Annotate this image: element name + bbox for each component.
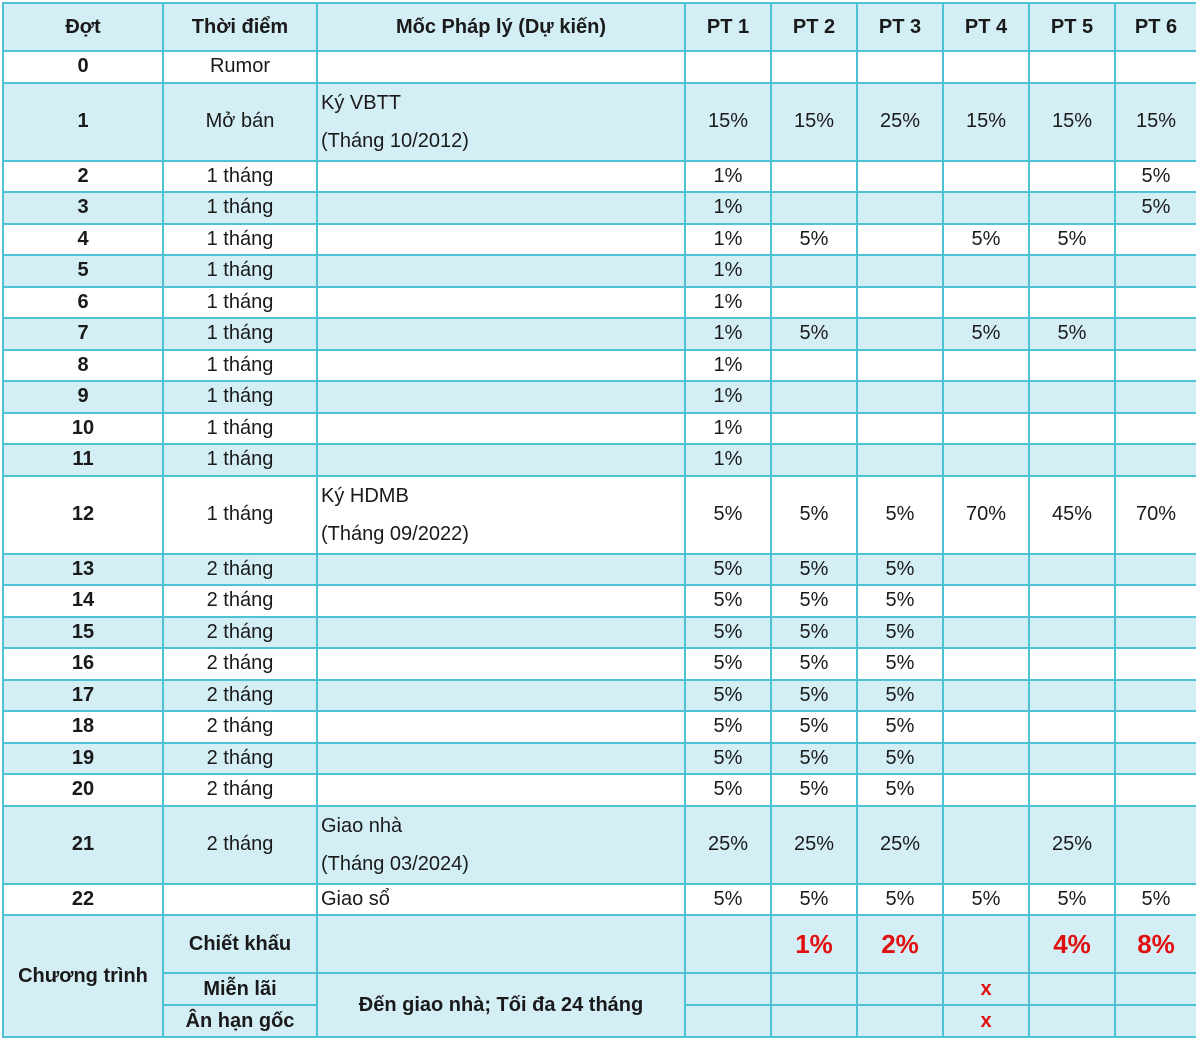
header-pt5: PT 5 bbox=[1029, 3, 1115, 51]
pt1-cell: 1% bbox=[685, 381, 771, 413]
pt1-cell: 5% bbox=[685, 476, 771, 554]
pt3-cell: 5% bbox=[857, 648, 943, 680]
pt3-cell: 5% bbox=[857, 680, 943, 712]
table-row bbox=[3, 381, 1196, 413]
pt3-cell bbox=[857, 51, 943, 83]
pt4-cell bbox=[943, 680, 1029, 712]
discount-pt3: 2% bbox=[857, 915, 943, 973]
table-row bbox=[3, 806, 1196, 884]
dot-cell: 20 bbox=[3, 774, 163, 806]
pt4-cell bbox=[943, 51, 1029, 83]
pt5-cell: 5% bbox=[1029, 224, 1115, 256]
time-cell: 1 tháng bbox=[163, 413, 317, 445]
pt2-cell bbox=[771, 413, 857, 445]
header-time: Thời điểm bbox=[163, 3, 317, 51]
legal-milestone-cell bbox=[317, 743, 685, 775]
pt5-cell: 25% bbox=[1029, 806, 1115, 884]
interest-free-pt4: x bbox=[943, 973, 1029, 1005]
dot-cell: 18 bbox=[3, 711, 163, 743]
legal-milestone-cell bbox=[317, 192, 685, 224]
dot-cell: 2 bbox=[3, 161, 163, 193]
legal-milestone-cell bbox=[317, 51, 685, 83]
pt2-cell: 5% bbox=[771, 774, 857, 806]
pt4-cell bbox=[943, 711, 1029, 743]
legal-milestone-cell bbox=[317, 711, 685, 743]
time-cell: 2 tháng bbox=[163, 806, 317, 884]
dot-cell: 8 bbox=[3, 350, 163, 382]
grace-pt4: x bbox=[943, 1005, 1029, 1037]
time-cell: Rumor bbox=[163, 51, 317, 83]
table-row bbox=[3, 51, 1196, 83]
dot-cell: 7 bbox=[3, 318, 163, 350]
pt3-cell: 25% bbox=[857, 806, 943, 884]
discount-pt2: 1% bbox=[771, 915, 857, 973]
pt4-cell bbox=[943, 806, 1029, 884]
pt2-cell bbox=[771, 350, 857, 382]
milestone-title: Giao nhà bbox=[321, 814, 403, 837]
table-row bbox=[3, 476, 1196, 554]
pt4-cell bbox=[943, 287, 1029, 319]
pt3-cell: 5% bbox=[857, 711, 943, 743]
pt2-cell bbox=[771, 161, 857, 193]
legal-milestone-cell bbox=[317, 774, 685, 806]
pt3-cell: 5% bbox=[857, 476, 943, 554]
pt2-cell: 25% bbox=[771, 806, 857, 884]
pt3-cell bbox=[857, 192, 943, 224]
legal-milestone-cell bbox=[317, 161, 685, 193]
time-cell bbox=[163, 884, 317, 916]
pt3-cell: 5% bbox=[857, 743, 943, 775]
legal-milestone-cell bbox=[317, 444, 685, 476]
pt1-cell: 5% bbox=[685, 743, 771, 775]
pt1-cell: 25% bbox=[685, 806, 771, 884]
dot-cell: 11 bbox=[3, 444, 163, 476]
pt1-cell: 5% bbox=[685, 884, 771, 916]
pt6-cell: 5% bbox=[1115, 161, 1196, 193]
grace-pt6 bbox=[1115, 1005, 1196, 1037]
dot-cell: 0 bbox=[3, 51, 163, 83]
pt2-cell: 15% bbox=[771, 83, 857, 161]
time-cell: 1 tháng bbox=[163, 287, 317, 319]
dot-cell: 1 bbox=[3, 83, 163, 161]
discount-pt5: 4% bbox=[1029, 915, 1115, 973]
header-pt4: PT 4 bbox=[943, 3, 1029, 51]
pt5-cell bbox=[1029, 617, 1115, 649]
grace-pt1 bbox=[685, 1005, 771, 1037]
time-cell: 1 tháng bbox=[163, 224, 317, 256]
pt2-cell: 5% bbox=[771, 617, 857, 649]
pt4-cell bbox=[943, 648, 1029, 680]
pt3-cell: 5% bbox=[857, 774, 943, 806]
time-cell: 1 tháng bbox=[163, 318, 317, 350]
table-row bbox=[3, 585, 1196, 617]
pt4-cell: 5% bbox=[943, 224, 1029, 256]
pt2-cell: 5% bbox=[771, 680, 857, 712]
time-cell: 2 tháng bbox=[163, 743, 317, 775]
pt6-cell bbox=[1115, 318, 1196, 350]
pt5-cell bbox=[1029, 350, 1115, 382]
table-row bbox=[3, 774, 1196, 806]
pt6-cell bbox=[1115, 350, 1196, 382]
pt1-cell: 5% bbox=[685, 554, 771, 586]
pt6-cell bbox=[1115, 774, 1196, 806]
pt3-cell bbox=[857, 255, 943, 287]
pt3-cell: 5% bbox=[857, 617, 943, 649]
time-cell: 1 tháng bbox=[163, 444, 317, 476]
table-row bbox=[3, 161, 1196, 193]
table-row bbox=[3, 224, 1196, 256]
legal-milestone-cell bbox=[317, 806, 685, 884]
pt6-cell: 70% bbox=[1115, 476, 1196, 554]
pt6-cell bbox=[1115, 381, 1196, 413]
discount-pt6: 8% bbox=[1115, 915, 1196, 973]
pt3-cell: 5% bbox=[857, 884, 943, 916]
time-cell: 1 tháng bbox=[163, 476, 317, 554]
pt2-cell bbox=[771, 51, 857, 83]
program-discount-row bbox=[3, 915, 1196, 973]
pt2-cell bbox=[771, 444, 857, 476]
grace-pt5 bbox=[1029, 1005, 1115, 1037]
pt6-cell bbox=[1115, 413, 1196, 445]
pt6-cell bbox=[1115, 224, 1196, 256]
pt6-cell: 5% bbox=[1115, 192, 1196, 224]
table-row bbox=[3, 444, 1196, 476]
dot-cell: 16 bbox=[3, 648, 163, 680]
pt5-cell bbox=[1029, 680, 1115, 712]
pt5-cell bbox=[1029, 444, 1115, 476]
pt2-cell: 5% bbox=[771, 585, 857, 617]
pt2-cell bbox=[771, 192, 857, 224]
legal-milestone-cell bbox=[317, 350, 685, 382]
pt5-cell: 15% bbox=[1029, 83, 1115, 161]
pt5-cell bbox=[1029, 413, 1115, 445]
legal-milestone-cell bbox=[317, 413, 685, 445]
milestone-title: Ký HDMB bbox=[321, 484, 409, 507]
table-row bbox=[3, 350, 1196, 382]
time-cell: 1 tháng bbox=[163, 161, 317, 193]
time-cell: 2 tháng bbox=[163, 680, 317, 712]
dot-cell: 22 bbox=[3, 884, 163, 916]
interest-free-label: Miễn lãi bbox=[163, 973, 317, 1005]
dot-cell: 15 bbox=[3, 617, 163, 649]
time-cell: 2 tháng bbox=[163, 648, 317, 680]
legal-milestone-cell bbox=[317, 648, 685, 680]
pt5-cell bbox=[1029, 648, 1115, 680]
interest-free-pt2 bbox=[771, 973, 857, 1005]
legal-milestone-cell bbox=[317, 476, 685, 554]
discount-label: Chiết khấu bbox=[163, 915, 317, 973]
legal-milestone-cell bbox=[317, 287, 685, 319]
interest-free-pt5 bbox=[1029, 973, 1115, 1005]
payment-schedule-wrapper bbox=[2, 2, 1196, 1038]
program-label: Chương trình bbox=[3, 915, 163, 1037]
table-row bbox=[3, 648, 1196, 680]
pt1-cell: 1% bbox=[685, 350, 771, 382]
pt3-cell: 5% bbox=[857, 554, 943, 586]
dot-cell: 13 bbox=[3, 554, 163, 586]
pt5-cell bbox=[1029, 554, 1115, 586]
pt2-cell bbox=[771, 381, 857, 413]
header-row bbox=[3, 3, 1196, 51]
dot-cell: 17 bbox=[3, 680, 163, 712]
table-row bbox=[3, 680, 1196, 712]
milestone-date: (Tháng 10/2012) bbox=[321, 129, 469, 152]
dot-cell: 4 bbox=[3, 224, 163, 256]
pt1-cell: 5% bbox=[685, 680, 771, 712]
pt4-cell bbox=[943, 350, 1029, 382]
legal-milestone-cell bbox=[317, 617, 685, 649]
pt1-cell: 5% bbox=[685, 585, 771, 617]
pt6-cell bbox=[1115, 444, 1196, 476]
header-pt3: PT 3 bbox=[857, 3, 943, 51]
pt3-cell bbox=[857, 287, 943, 319]
pt6-cell bbox=[1115, 585, 1196, 617]
pt2-cell: 5% bbox=[771, 648, 857, 680]
pt5-cell bbox=[1029, 161, 1115, 193]
pt2-cell: 5% bbox=[771, 224, 857, 256]
table-row bbox=[3, 287, 1196, 319]
pt6-cell bbox=[1115, 51, 1196, 83]
pt5-cell bbox=[1029, 585, 1115, 617]
dot-cell: 12 bbox=[3, 476, 163, 554]
pt1-cell bbox=[685, 51, 771, 83]
milestone-date: (Tháng 09/2022) bbox=[321, 522, 469, 545]
pt5-cell: 5% bbox=[1029, 884, 1115, 916]
time-cell: 2 tháng bbox=[163, 585, 317, 617]
header-pt1: PT 1 bbox=[685, 3, 771, 51]
header-pt6: PT 6 bbox=[1115, 3, 1196, 51]
time-cell: 2 tháng bbox=[163, 774, 317, 806]
time-cell: 1 tháng bbox=[163, 381, 317, 413]
pt1-cell: 1% bbox=[685, 161, 771, 193]
pt4-cell bbox=[943, 381, 1029, 413]
legal-milestone-cell bbox=[317, 884, 685, 916]
pt4-cell: 70% bbox=[943, 476, 1029, 554]
table-row bbox=[3, 413, 1196, 445]
pt3-cell bbox=[857, 413, 943, 445]
interest-free-pt6 bbox=[1115, 973, 1196, 1005]
pt4-cell bbox=[943, 743, 1029, 775]
pt6-cell bbox=[1115, 711, 1196, 743]
table-row bbox=[3, 743, 1196, 775]
pt1-cell: 1% bbox=[685, 318, 771, 350]
pt2-cell: 5% bbox=[771, 554, 857, 586]
pt6-cell bbox=[1115, 255, 1196, 287]
pt6-cell: 5% bbox=[1115, 884, 1196, 916]
table-row bbox=[3, 83, 1196, 161]
time-cell: 2 tháng bbox=[163, 617, 317, 649]
pt3-cell bbox=[857, 444, 943, 476]
time-cell: 1 tháng bbox=[163, 255, 317, 287]
pt3-cell bbox=[857, 161, 943, 193]
pt3-cell: 5% bbox=[857, 585, 943, 617]
table-row bbox=[3, 617, 1196, 649]
interest-free-pt3 bbox=[857, 973, 943, 1005]
dot-cell: 21 bbox=[3, 806, 163, 884]
pt1-cell: 1% bbox=[685, 444, 771, 476]
table-row bbox=[3, 192, 1196, 224]
pt4-cell bbox=[943, 554, 1029, 586]
dot-cell: 9 bbox=[3, 381, 163, 413]
pt5-cell bbox=[1029, 51, 1115, 83]
pt5-cell bbox=[1029, 287, 1115, 319]
pt1-cell: 5% bbox=[685, 617, 771, 649]
dot-cell: 19 bbox=[3, 743, 163, 775]
header-legal-milestone: Mốc Pháp lý (Dự kiến) bbox=[317, 3, 685, 51]
dot-cell: 3 bbox=[3, 192, 163, 224]
pt4-cell bbox=[943, 774, 1029, 806]
pt4-cell bbox=[943, 617, 1029, 649]
pt5-cell bbox=[1029, 774, 1115, 806]
legal-milestone-cell bbox=[317, 318, 685, 350]
pt5-cell bbox=[1029, 743, 1115, 775]
pt1-cell: 1% bbox=[685, 192, 771, 224]
pt2-cell bbox=[771, 287, 857, 319]
time-cell: 2 tháng bbox=[163, 711, 317, 743]
pt2-cell: 5% bbox=[771, 884, 857, 916]
pt1-cell: 1% bbox=[685, 287, 771, 319]
header-pt2: PT 2 bbox=[771, 3, 857, 51]
pt6-cell bbox=[1115, 680, 1196, 712]
payment-schedule-table bbox=[2, 2, 1196, 1038]
pt4-cell bbox=[943, 413, 1029, 445]
pt2-cell: 5% bbox=[771, 318, 857, 350]
dot-cell: 5 bbox=[3, 255, 163, 287]
pt4-cell bbox=[943, 444, 1029, 476]
pt1-cell: 1% bbox=[685, 413, 771, 445]
discount-pt4 bbox=[943, 915, 1029, 973]
program-interest-free-row bbox=[3, 973, 1196, 1005]
pt4-cell: 5% bbox=[943, 884, 1029, 916]
legal-milestone-cell bbox=[317, 381, 685, 413]
table-row bbox=[3, 318, 1196, 350]
pt5-cell: 45% bbox=[1029, 476, 1115, 554]
pt2-cell: 5% bbox=[771, 476, 857, 554]
pt1-cell: 5% bbox=[685, 774, 771, 806]
grace-pt3 bbox=[857, 1005, 943, 1037]
legal-milestone-cell bbox=[317, 83, 685, 161]
pt4-cell: 5% bbox=[943, 318, 1029, 350]
pt4-cell bbox=[943, 161, 1029, 193]
discount-note-cell bbox=[317, 915, 685, 973]
interest-free-note: Đến giao nhà; Tối đa 24 tháng bbox=[317, 973, 685, 1037]
legal-milestone-cell bbox=[317, 224, 685, 256]
pt2-cell bbox=[771, 255, 857, 287]
table-row bbox=[3, 884, 1196, 916]
discount-pt1 bbox=[685, 915, 771, 973]
pt3-cell bbox=[857, 318, 943, 350]
time-cell: 1 tháng bbox=[163, 192, 317, 224]
pt4-cell bbox=[943, 255, 1029, 287]
pt5-cell bbox=[1029, 192, 1115, 224]
dot-cell: 10 bbox=[3, 413, 163, 445]
time-cell: 1 tháng bbox=[163, 350, 317, 382]
milestone-title: Giao sổ bbox=[321, 887, 390, 910]
legal-milestone-cell bbox=[317, 680, 685, 712]
pt6-cell bbox=[1115, 743, 1196, 775]
pt6-cell bbox=[1115, 648, 1196, 680]
pt3-cell: 25% bbox=[857, 83, 943, 161]
pt3-cell bbox=[857, 224, 943, 256]
pt1-cell: 5% bbox=[685, 648, 771, 680]
pt6-cell: 15% bbox=[1115, 83, 1196, 161]
pt1-cell: 1% bbox=[685, 224, 771, 256]
pt4-cell: 15% bbox=[943, 83, 1029, 161]
dot-cell: 6 bbox=[3, 287, 163, 319]
dot-cell: 14 bbox=[3, 585, 163, 617]
pt6-cell bbox=[1115, 287, 1196, 319]
milestone-date: (Tháng 03/2024) bbox=[321, 852, 469, 875]
pt3-cell bbox=[857, 381, 943, 413]
grace-label: Ân hạn gốc bbox=[163, 1005, 317, 1037]
table-row bbox=[3, 711, 1196, 743]
time-cell: 2 tháng bbox=[163, 554, 317, 586]
pt1-cell: 15% bbox=[685, 83, 771, 161]
table-row bbox=[3, 255, 1196, 287]
legal-milestone-cell bbox=[317, 554, 685, 586]
pt1-cell: 5% bbox=[685, 711, 771, 743]
pt4-cell bbox=[943, 585, 1029, 617]
pt2-cell: 5% bbox=[771, 743, 857, 775]
pt5-cell: 5% bbox=[1029, 318, 1115, 350]
legal-milestone-cell bbox=[317, 585, 685, 617]
time-cell: Mở bán bbox=[163, 83, 317, 161]
grace-pt2 bbox=[771, 1005, 857, 1037]
pt2-cell: 5% bbox=[771, 711, 857, 743]
milestone-title: Ký VBTT bbox=[321, 91, 402, 114]
pt4-cell bbox=[943, 192, 1029, 224]
table-row bbox=[3, 554, 1196, 586]
header-dot: Đợt bbox=[3, 3, 163, 51]
interest-free-pt1 bbox=[685, 973, 771, 1005]
pt6-cell bbox=[1115, 617, 1196, 649]
pt3-cell bbox=[857, 350, 943, 382]
pt6-cell bbox=[1115, 806, 1196, 884]
legal-milestone-cell bbox=[317, 255, 685, 287]
pt5-cell bbox=[1029, 381, 1115, 413]
pt5-cell bbox=[1029, 711, 1115, 743]
pt6-cell bbox=[1115, 554, 1196, 586]
pt5-cell bbox=[1029, 255, 1115, 287]
pt1-cell: 1% bbox=[685, 255, 771, 287]
